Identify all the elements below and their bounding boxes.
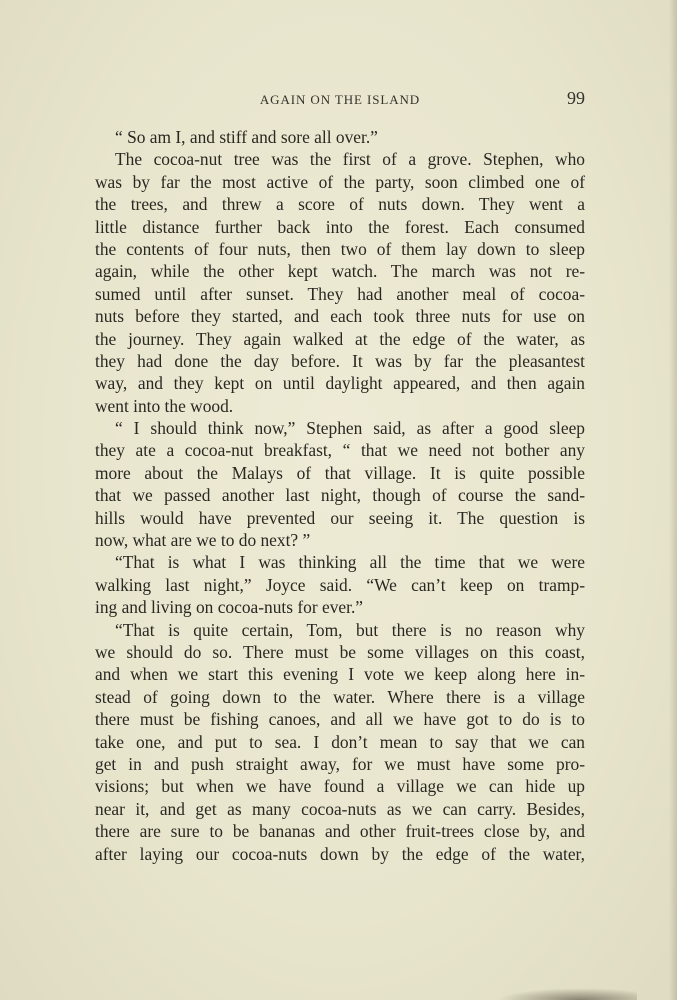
text-line: and when we start this evening I vote we keep along here in- xyxy=(95,664,585,685)
running-head: AGAIN ON THE ISLAND xyxy=(259,92,421,107)
page-number: 99 xyxy=(567,88,585,108)
text-line: walking last night,” Joyce said. “We can’t keep on tramp- xyxy=(95,574,585,595)
body-text xyxy=(95,126,585,865)
text-line: nuts before they started, and each took three nuts for use on xyxy=(95,306,585,327)
text-line: little distance further back into the forest. Each consumed xyxy=(95,216,585,237)
text-line: they had done the day before. It was by far the pleasantest xyxy=(95,350,585,371)
text-line: again, while the other kept watch. The march was not re- xyxy=(95,261,585,282)
text-line: way, and they kept on until daylight appeared, and then again xyxy=(95,373,585,394)
text-line: “That is quite certain, Tom, but there is no reason why xyxy=(115,619,585,640)
text-line: there must be fishing canoes, and all we have got to do is to xyxy=(95,709,585,730)
page-edge-shadow xyxy=(669,0,677,1000)
text-line: “ I should think now,” Stephen said, as after a good sleep xyxy=(115,418,585,439)
text-line: The cocoa-nut tree was the first of a grove. Stephen, who xyxy=(115,149,585,170)
text-line: “That is what I was thinking all the time that we were xyxy=(115,552,585,573)
page-header xyxy=(95,88,585,112)
text-line: sumed until after sunset. They had another meal of cocoa- xyxy=(95,283,585,304)
text-line: the trees, and threw a score of nuts down. They went a xyxy=(95,194,585,215)
text-line: after laying our cocoa-nuts down by the edge of the water, xyxy=(95,843,585,864)
text-line: stead of going down to the water. Where there is a village xyxy=(95,686,585,707)
text-line: more about the Malays of that village. It is quite possible xyxy=(95,462,585,483)
text-line: take one, and put to sea. I don’t mean to say that we can xyxy=(95,731,585,752)
text-line: now, what are we to do next? ” xyxy=(95,530,311,551)
text-line: went into the wood. xyxy=(95,395,234,416)
binding-shadow xyxy=(497,988,637,1000)
text-line: ing and living on cocoa-nuts for ever.” xyxy=(95,597,364,618)
text-line: that we passed another last night, though of course the sand- xyxy=(95,485,585,506)
text-line: near it, and get as many cocoa-nuts as we can carry. Besides, xyxy=(95,798,585,819)
text-line: “ So am I, and stiff and sore all over.” xyxy=(115,127,378,147)
text-line: the contents of four nuts, then two of them lay down to sleep xyxy=(95,238,585,259)
text-line: visions; but when we have found a village we can hide up xyxy=(95,776,585,797)
text-line: there are sure to be bananas and other fruit-trees close by, and xyxy=(95,821,585,842)
text-line: hills would have prevented our seeing it. The question is xyxy=(95,507,585,528)
text-line: get in and push straight away, for we must have some pro- xyxy=(95,753,585,774)
text-line: we should do so. There must be some villages on this coast, xyxy=(95,641,585,662)
text-line: they ate a cocoa-nut breakfast, “ that we need not bother any xyxy=(95,440,585,461)
text-line: was by far the most active of the party, soon climbed one of xyxy=(95,171,585,192)
text-line: the journey. They again walked at the edge of the water, as xyxy=(95,328,585,349)
